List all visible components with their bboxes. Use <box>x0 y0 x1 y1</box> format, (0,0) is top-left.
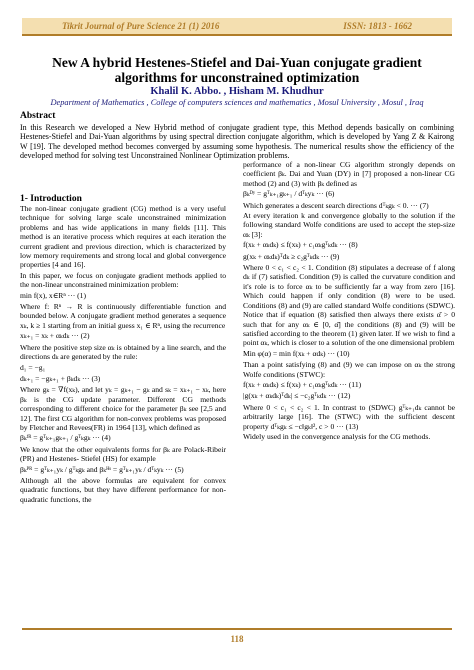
right-column <box>243 160 455 442</box>
journal-header <box>22 18 452 36</box>
paragraph: Widely used in the convergence analysis for the CG methods. <box>243 431 431 441</box>
paragraph: In this paper, we focus on conjugate gradient methods applied to the non-linear unconstrained minimization problem: <box>20 270 226 290</box>
equation: g(xₖ + αₖdₖ)ᵀdₖ ≥ c₂gᵀₖdₖ ··· (9) <box>243 251 340 261</box>
paragraph: The non-linear conjugate gradient (CG) method is a very useful technique for solving large scale unconstrained minimization problems and has wide applications in many fields [11]. This method is an iterative process which requires at each iteration the current gradient and previous direction, which is characterized by low memory requirements and strong local and global convergence properties [4 and 16]. <box>20 204 226 270</box>
equation: dₖ₊₁ = −gₖ₊₁ + βₖdₖ ··· (3) <box>20 373 101 383</box>
equation: f(xₖ + αₖdₖ) ≤ f(xₖ) + c₁αₖgᵀₖdₖ ··· (8) <box>243 240 358 250</box>
paragraph: At every iteration k and convergence globally to the solution if the following standard Wolfe conditions are used to accept the step-size αₖ [3]: <box>243 211 455 239</box>
equation: Min φ(α) = min f(xₖ + αdₖ) ··· (10) <box>243 348 350 358</box>
paper-authors: Khalil K. Abbo. , Hisham M. Khudhur <box>150 86 324 97</box>
paragraph: Although all the above formulas are equivalent for convex quadratic functions, but they have different performance for non-quadratic functions, the <box>20 475 226 504</box>
equation: βₖᶠᴿ = gᵀₖ₊₁gₖ₊₁ / gᵀₖgₖ ··· (4) <box>20 433 111 443</box>
page-number: 118 <box>230 634 244 644</box>
paragraph: Than a point satisfying (8) and (9) we can impose on αₖ the strong Wolfe conditions (STWC): <box>243 360 455 379</box>
journal-issn: ISSN: 1813 - 1662 <box>343 21 412 31</box>
equation: f(xₖ + αₖdₖ) ≤ f(xₖ) + c₁αₖgᵀₖdₖ ··· (11) <box>243 379 362 389</box>
journal-name: Tikrit Journal of Pure Science 21 (1) 2016 <box>62 21 220 31</box>
paragraph: performance of a non-linear CG algorithm strongly depends on coefficient βₖ. Dai and Yuan (DY) in [7] proposed a non-linear CG method (2) and (3) with βₖ defined as <box>243 160 455 188</box>
equation: βₖᴰʸ = gᵀₖ₊₁gₖ₊₁ / dᵀₖyₖ ··· (6) <box>243 189 335 199</box>
abstract-text: In this Research we developed a New Hybrid method of conjugate gradient type, this Method depends basically on combining Hestenes-Stiefel and Dai-Yuan algorithms by using spectral direction conjugate algorithm, which is developed by Yang Z & Kairong W [19]. The developed method becomes converged by assuming some hypothesis. The numerical results show the efficiency of the developed method for solving test Unconstrained Nonlinear Optimization problems. <box>20 122 454 161</box>
paragraph: Where 0 < c₁ < c₂ < 1. Condition (8) stipulates a decrease of f along dₖ if (7) satisfied. Condition (9) is called the curvature condition and it's role is to force αₖ to be sufficiently far a way from zero [16]. Which could happen if only condition (8) were to be used. Conditions (8) and (9) are called standard Wolfe conditions (SDWC). Notice that if equation (8) satisfied then always there exists α̂ > 0 such that for any αₖ ∈ [0, α̂] the conditions (8) and (9) will be satisfied according to the theorem (1) given later. If we wish to find a point αₖ, which is closer to a solution of the one dimensional problem <box>243 263 455 348</box>
abstract-section <box>20 112 454 161</box>
paragraph: We know that the other equivalents forms for βₖ are Polack-Ribeir (PR) and Hestenes- Stiefel (HS) for example <box>20 444 226 464</box>
paragraph: Where f: Rⁿ → R is continuously differentiable function and bounded below. A conjugate gradient method generates a sequence xₖ, k ≥ 1 starting from an initial guess x₁ ∈ Rⁿ, using the recurrence <box>20 302 226 330</box>
equation: |g(xₖ + αₖdₖ)ᵀdₖ| ≤ −c₂gᵀₖdₖ ··· (12) <box>243 391 351 401</box>
equation: xₖ₊₁ = xₖ + αₖdₖ ··· (2) <box>20 331 90 341</box>
abstract-heading: Abstract <box>20 111 56 121</box>
equation: d₁ = −g₁ <box>20 362 46 372</box>
paragraph: Which generates a descent search directions dᵀₖgₖ < 0. ··· (7) <box>243 200 429 210</box>
paper-affiliation: Department of Mathematics , College of computers sciences and mathematics , Mosul University , Mosul , Iraq <box>50 98 424 107</box>
paper-title: New A hybrid Hestenes-Stiefel and Dai-Yuan conjugate gradient algorithms for unconstrained optimization <box>52 55 422 85</box>
paragraph: Where 0 < c₁ < c₂ < 1. In contrast to (SDWC) gᵀₖ₊₁dₖ cannot be arbitrarily large [16]. The (STWC) with the sufficient descent property dᵀₖgₖ ≤ −c‖gₖ‖², c > 0 ··· (13) <box>243 402 455 431</box>
section-title: 1- Introduction <box>20 194 82 204</box>
equation: min f(x), x∈Rⁿ ··· (1) <box>20 290 87 300</box>
equation: βₖᴾᴿ = gᵀₖ₊₁yₖ / gᵀₖgₖ and βₖᴴˢ = gᵀₖ₊₁yₖ / dᵀₖyₖ ··· (5) <box>20 464 184 474</box>
paragraph: Where the positive step size αₖ is obtained by a line search, and the directions dₖ are generated by the rule: <box>20 342 226 362</box>
left-column <box>20 204 226 505</box>
paragraph: Where gₖ = ∇f(xₖ), and let yₖ = gₖ₊₁ − gₖ and sₖ = xₖ₊₁ − xₖ, here βₖ is the CG update parameter. Different CG methods corresponding to different choice for the parameter βₖ see [2,5 and 12]. The first CG algorithm for non-convex problems was proposed by Fletcher and Revees(FR) in 1964 [13], which defined as <box>20 385 226 432</box>
footer-divider <box>22 628 452 630</box>
